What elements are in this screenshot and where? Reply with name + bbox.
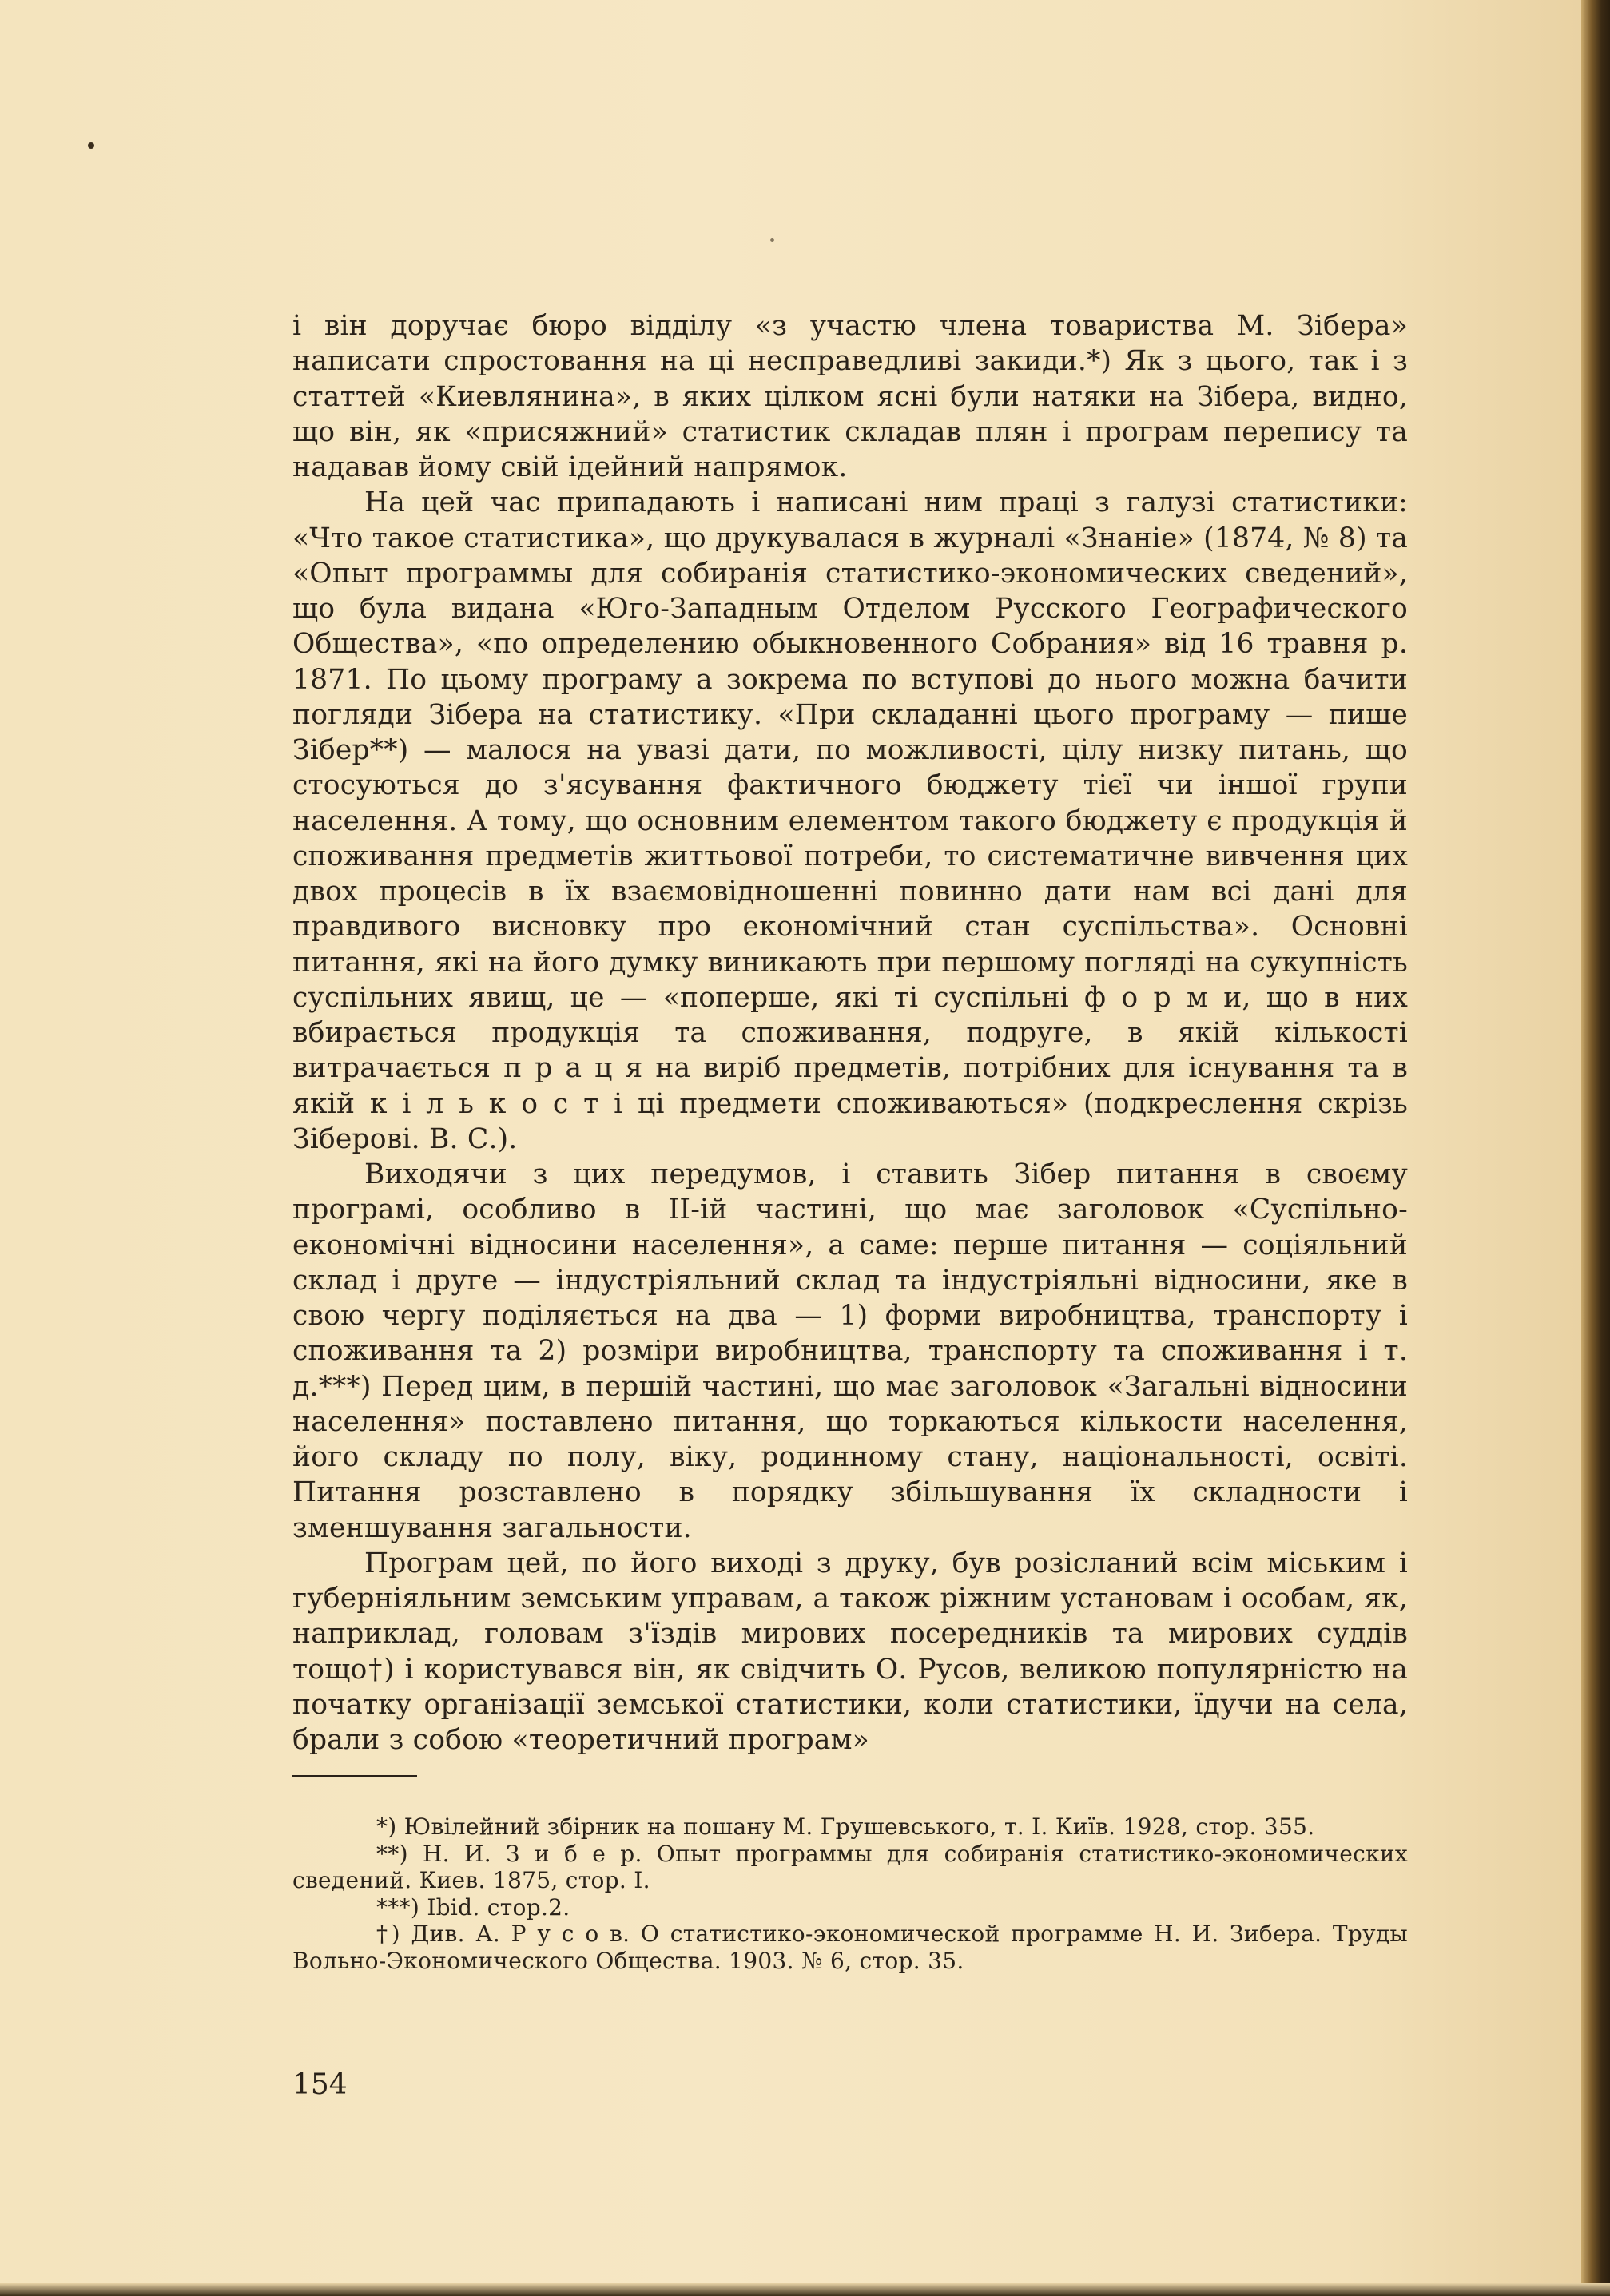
body-text	[292, 308, 1408, 1758]
footnote: **) Н. И. З и б е р. Опыт программы для собиранія статистико-экономических сведений. Киев. 1875, стор. І.	[292, 1840, 1408, 1894]
ink-speck	[770, 238, 774, 242]
footnote: †) Див. А. Р у с о в. О статистико-экономической программе Н. И. Зибера. Труды Вольно-Экономического Общества. 1903. № 6, стор. 35.	[292, 1921, 1408, 1974]
paragraph: На цей час припадають і написані ним праці з галузі статистики: «Что такое статистика», що друкувалася в журналі «Знаніе» (1874, № 8) та «Опыт программы для собиранія статистико-экономических сведений», що була видана «Юго-Западным Отделом Русского Географического Общества», «по определению обыкновенного Собрания» від 16 травня р. 1871. По цьому програму а зокрема по вступові до нього можна бачити погляди Зібера на статистику. «При складанні цього програму — пише Зібер**) — малося на увазі дати, по можливості, цілу низку питань, що стосуються до з'ясування фактичного бюджету тієї чи іншої групи населення. А тому, що основним елементом такого бюджету є продукція й споживання предметів життьової потреби, то систематичне вивчення цих двох процесів в їх взаємовідношенні повинно дати нам всі дані для правдивого висновку про економічний стан суспільства». Основні питання, які на його думку виникають при першому погляді на сукупність суспільних явищ, це — «поперше, які ті суспільні ф о р м и, що в них вбирається продукція та споживання, подруге, в якій кількості витрачається п р а ц я на виріб предметів, потрібних для існування та в якій к і л ь к о с т і ці предмети споживаються» (подкреслення скрізь Зіберові. В. С.).	[292, 487, 1408, 1155]
page-number: 154	[292, 2068, 348, 2101]
footnote-separator	[292, 1775, 417, 1777]
ink-speck	[88, 142, 94, 149]
paragraph: і він доручає бюро відділу «з участю члена товариства М. Зібера» написати спростовання на ці несправедливі закиди.*) Як з цього, так і з статтей «Киевлянина», в яких цілком ясні були натяки на Зібера, видно, що він, як «присяжний» статистик складав плян і програм перепису та надавав йому свій ідейний напрямок.	[292, 310, 1408, 483]
page-bottom-edge	[0, 2283, 1610, 2296]
footnote: *) Ювілейний збірник на пошану М. Грушевського, т. І. Київ. 1928, стор. 355.	[376, 1813, 1315, 1840]
footnotes	[292, 1813, 1408, 1975]
book-spine-shadow	[1581, 0, 1610, 2296]
paragraph: Програм цей, по його виході з друку, був розісланий всім міським і губерніяльним земським управам, а також ріжним установам і особам, як, наприклад, головам з'їздів мирових посередників та мирових суддів тощо†) і користувався він, як свідчить О. Русов, великою популярністю на початку організації земської статистики, коли статистики, їдучи на села, брали з собою «теоретичний програм»	[292, 1547, 1408, 1756]
paragraph: Виходячи з цих передумов, і ставить Зібер питання в своєму програмі, особливо в ІІ-ій частині, що має заголовок «Суспільно-економічні відносини населення», а саме: перше питання — соціяльний склад і друге — індустріяльний склад та індустріяльні відносини, яке в свою чергу поділяється на два — 1) форми виробництва, транспорту і споживання та 2) розміри виробництва, транспорту та споживання і т. д.***) Перед цим, в першій частині, що має заголовок «Загальні відносини населення» поставлено питання, що торкаються кількости населення, його складу по полу, віку, родинному стану, національності, освіті. Питання розставлено в порядку збільшування їх складности і зменшування загальности.	[292, 1158, 1408, 1544]
footnote: ***) Ibid. стор.2.	[376, 1893, 570, 1921]
